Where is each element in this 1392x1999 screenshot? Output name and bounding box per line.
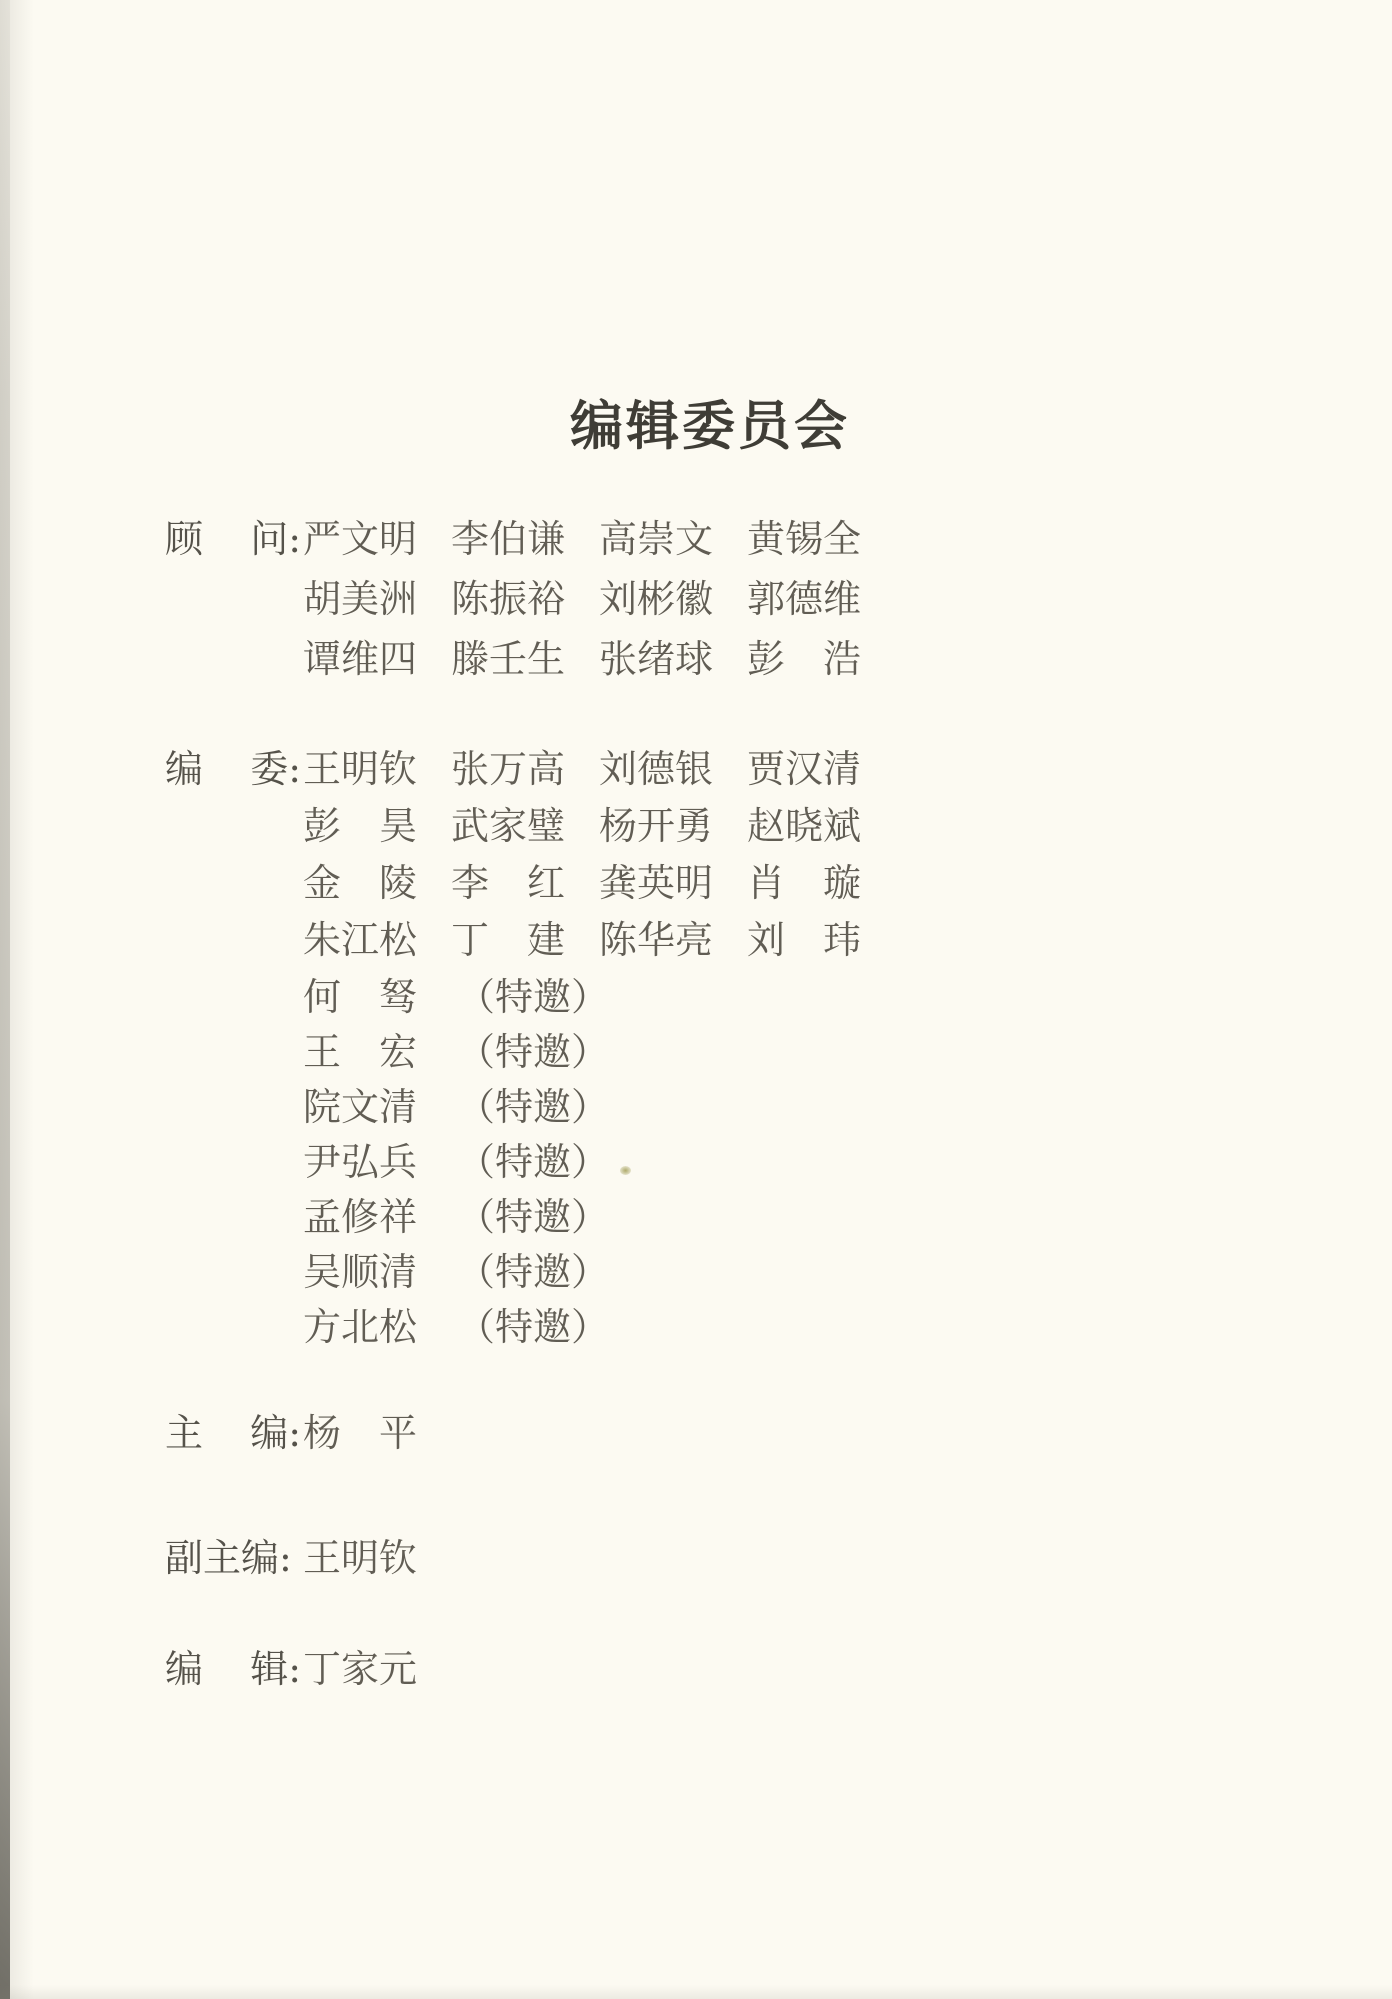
editor-label <box>165 1648 301 1690</box>
names-row <box>303 976 609 1018</box>
names-row <box>303 638 861 680</box>
label-text: 编: <box>250 1411 301 1455</box>
invited-note: （特邀） <box>457 1195 610 1239</box>
names-row <box>303 1141 609 1183</box>
advisors-row-2 <box>165 578 1285 622</box>
board-row-3 <box>165 862 1285 906</box>
page-bottom-shadow <box>0 1985 1392 1999</box>
person-name: 滕壬生 <box>451 637 566 681</box>
person-name: 武家璧 <box>451 804 566 848</box>
board-invited-row-1 <box>165 976 1285 1020</box>
person-name: 谭维四 <box>303 637 418 681</box>
person-name: 王 宏 <box>303 1030 418 1074</box>
invited-note: （特邀） <box>457 1085 610 1129</box>
person-name: 郭德维 <box>747 577 862 621</box>
person-name: 胡美洲 <box>303 577 418 621</box>
label-text: 编 <box>165 747 204 791</box>
person-name: 院文清 <box>303 1085 418 1129</box>
person-name: 龚英明 <box>599 861 714 905</box>
names-row <box>303 1251 609 1293</box>
page-title: 编辑委员会 <box>570 395 850 457</box>
person-name: 丁 建 <box>451 918 566 962</box>
board-label <box>165 748 301 790</box>
person-name: 李伯谦 <box>451 517 566 561</box>
person-name: 张万高 <box>451 747 566 791</box>
board-row-1 <box>165 748 1285 792</box>
person-name: 彭 浩 <box>747 637 862 681</box>
names-row <box>303 1648 417 1690</box>
names-row <box>303 1086 609 1128</box>
person-name: 杨 平 <box>303 1411 418 1455</box>
person-name: 何 驽 <box>303 975 418 1019</box>
person-name: 陈振裕 <box>451 577 566 621</box>
names-row <box>303 1031 609 1073</box>
person-name: 刘 玮 <box>747 918 862 962</box>
invited-note: （特邀） <box>457 1305 610 1349</box>
advisors-row-1 <box>165 518 1285 562</box>
person-name: 刘彬徽 <box>599 577 714 621</box>
invited-note: （特邀） <box>457 975 610 1019</box>
board-invited-row-5 <box>165 1196 1285 1240</box>
board-row-4 <box>165 919 1285 963</box>
person-name: 彭 昊 <box>303 804 418 848</box>
person-name: 王明钦 <box>303 747 418 791</box>
page-edge-shadow <box>0 0 34 1999</box>
names-row <box>303 862 861 904</box>
names-row <box>303 1412 417 1454</box>
person-name: 李 红 <box>451 861 566 905</box>
board-invited-row-6 <box>165 1251 1285 1295</box>
label-text: 编 <box>165 1647 204 1691</box>
person-name: 朱江松 <box>303 918 418 962</box>
person-name: 刘德银 <box>599 747 714 791</box>
person-name: 高崇文 <box>599 517 714 561</box>
person-name: 金 陵 <box>303 861 418 905</box>
board-invited-row-3 <box>165 1086 1285 1130</box>
label-text: 问: <box>250 517 301 561</box>
names-row <box>303 518 861 560</box>
label-text: 顾 <box>165 517 204 561</box>
names-row <box>303 919 861 961</box>
person-name: 吴顺清 <box>303 1250 418 1294</box>
board-invited-row-2 <box>165 1031 1285 1075</box>
person-name: 丁家元 <box>303 1647 418 1691</box>
chief-editor-row <box>165 1412 1285 1456</box>
deputy-chief-editor-label <box>165 1537 301 1579</box>
person-name: 贾汉清 <box>747 747 862 791</box>
person-name: 杨开勇 <box>599 804 714 848</box>
person-name: 肖 璇 <box>747 861 862 905</box>
board-invited-row-7 <box>165 1306 1285 1350</box>
person-name: 张绪球 <box>599 637 714 681</box>
invited-note: （特邀） <box>457 1250 610 1294</box>
person-name: 黄锡全 <box>747 517 862 561</box>
advisors-row-3 <box>165 638 1285 682</box>
board-row-2 <box>165 805 1285 849</box>
advisors-label <box>165 518 301 560</box>
names-row <box>303 748 861 790</box>
person-name: 孟修祥 <box>303 1195 418 1239</box>
page-edge <box>0 0 10 1999</box>
chief-editor-label <box>165 1412 301 1454</box>
names-row <box>303 578 861 620</box>
names-row <box>303 1306 609 1348</box>
board-invited-row-4 <box>165 1141 1285 1185</box>
names-row <box>303 805 861 847</box>
invited-note: （特邀） <box>457 1030 610 1074</box>
person-name: 王明钦 <box>303 1536 418 1580</box>
label-text: 主 <box>165 1411 204 1455</box>
person-name: 方北松 <box>303 1305 418 1349</box>
label-text: 委: <box>250 747 301 791</box>
person-name: 尹弘兵 <box>303 1140 418 1184</box>
deputy-chief-editor-row <box>165 1537 1285 1581</box>
invited-note: （特邀） <box>457 1140 610 1184</box>
label-text: 副主编: <box>165 1536 292 1580</box>
names-row <box>303 1537 417 1579</box>
person-name: 赵晓斌 <box>747 804 862 848</box>
names-row <box>303 1196 609 1238</box>
person-name: 严文明 <box>303 517 418 561</box>
editor-row <box>165 1648 1285 1692</box>
label-text: 辑: <box>250 1647 301 1691</box>
person-name: 陈华亮 <box>599 918 714 962</box>
